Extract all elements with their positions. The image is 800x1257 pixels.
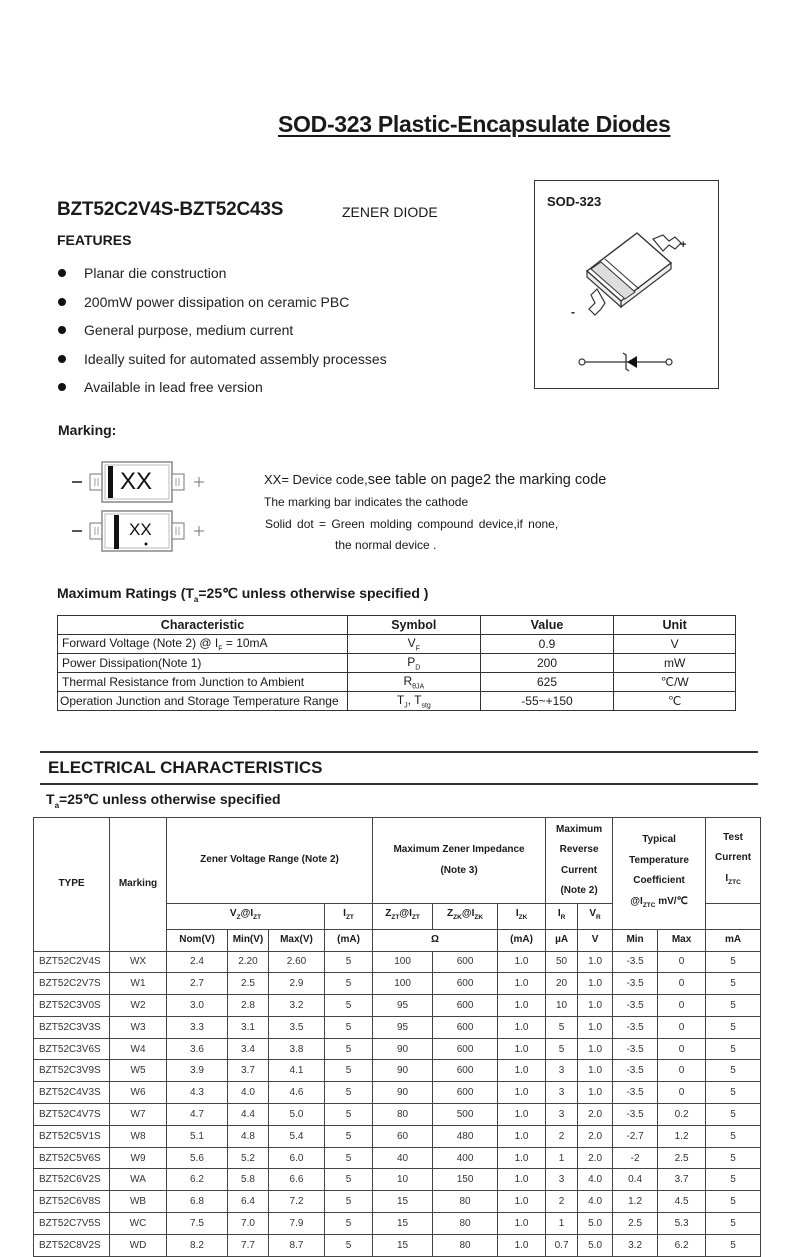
value-cell: 5 [325,1191,373,1213]
value-cell: 1.0 [578,1016,613,1038]
value-cell: 5 [706,1147,761,1169]
table-row [34,1104,761,1126]
type-cell: BZT52C8V2S [34,1234,110,1256]
marking-description-line4: the normal device . [335,538,437,552]
electrical-condition: $T_a=25℃$ unless otherwise specified [46,791,281,810]
value-cell: 0 [658,951,706,973]
value-cell: 2.0 [578,1147,613,1169]
value-cell: 2.20 [228,951,269,973]
value-cell: 2.5 [658,1147,706,1169]
value-cell: 5.0 [269,1104,325,1126]
symbol-cell: $V_F$ [347,635,480,654]
sod323-package-icon [535,181,720,390]
unit-cell: V [614,635,736,654]
column-header: Value [480,616,614,635]
characteristic-cell: Power Dissipation(Note 1) [58,654,348,673]
table-row [34,1169,761,1191]
value-cell: 6.4 [228,1191,269,1213]
value-cell: 1.0 [498,1191,546,1213]
symbol-cell: $P_D$ [347,654,480,673]
value-cell: 60 [373,1125,433,1147]
value-cell: 6.0 [269,1147,325,1169]
type-cell: BZT52C3V0S [34,995,110,1017]
bullet-icon [58,269,66,277]
value-cell: 3.6 [167,1038,228,1060]
type-cell: BZT52C2V4S [34,951,110,973]
value-cell: -3.5 [613,1104,658,1126]
table-row [34,1234,761,1256]
marking-description-line3: Solid dot = Green molding compound device,if none, [265,517,559,531]
value-cell: 5 [325,1082,373,1104]
marking-code-large: XX [120,468,153,495]
value-cell: 50 [546,951,578,973]
value-cell: 90 [373,1038,433,1060]
type-cell: BZT52C6V2S [34,1169,110,1191]
value-cell: 100 [373,951,433,973]
value-cell: 200 [480,654,614,673]
value-cell: 3.7 [228,1060,269,1082]
bullet-icon [58,355,66,363]
value-cell: 3.7 [658,1169,706,1191]
value-cell: 6.6 [269,1169,325,1191]
unit-header: µA [546,929,578,951]
value-cell: 4.7 [167,1104,228,1126]
value-cell: 5.0 [578,1213,613,1235]
value-cell: 80 [373,1104,433,1126]
table-row [58,673,736,692]
marking-cell: W1 [110,973,167,995]
value-cell: 1.0 [498,995,546,1017]
table-row [34,1147,761,1169]
value-cell: 2.4 [167,951,228,973]
value-cell: 7.7 [228,1234,269,1256]
value-cell: 0.4 [613,1169,658,1191]
marking-header: Marking [110,818,167,952]
value-cell: 10 [546,995,578,1017]
unit-header: Min [613,929,658,951]
value-cell: 600 [433,995,498,1017]
value-cell: 6.8 [167,1191,228,1213]
cathode-minus-label: - [571,305,575,319]
value-cell: 5 [706,1082,761,1104]
unit-header: Max [658,929,706,951]
type-cell: BZT52C3V3S [34,1016,110,1038]
marking-cell: W7 [110,1104,167,1126]
test-current-spacer [706,904,761,930]
unit-cell: ℃ [614,692,736,711]
value-cell: 10 [373,1169,433,1191]
table-row [34,1191,761,1213]
value-cell: 2 [546,1125,578,1147]
value-cell: 1.2 [658,1125,706,1147]
type-cell: BZT52C2V7S [34,973,110,995]
izt-header: $I_{ZT}$ [325,904,373,930]
marking-cell: WB [110,1191,167,1213]
marking-cell: W8 [110,1125,167,1147]
value-cell: 5 [706,1213,761,1235]
vr-header: $V_R$ [578,904,613,930]
value-cell: 5 [325,1147,373,1169]
value-cell: 5 [706,1234,761,1256]
feature-list [57,259,387,402]
unit-cell: ℃/W [614,673,736,692]
value-cell: 600 [433,973,498,995]
marking-cell: W3 [110,1016,167,1038]
value-cell: 4.0 [578,1169,613,1191]
value-cell: 5 [706,1169,761,1191]
type-cell: BZT52C4V3S [34,1082,110,1104]
marking-heading: Marking: [58,422,117,438]
value-cell: 5 [706,1038,761,1060]
value-cell: 1.0 [498,951,546,973]
value-cell: 625 [480,673,614,692]
marking-cell: WX [110,951,167,973]
feature-item: Ideally suited for automated assembly processes [57,345,387,374]
marking-cell: W6 [110,1082,167,1104]
value-cell: 8.2 [167,1234,228,1256]
marking-description-line1: XX= Device code,see table on page2 the marking code [264,472,607,488]
value-cell: 5 [325,951,373,973]
value-cell: 5.1 [167,1125,228,1147]
value-cell: 3 [546,1060,578,1082]
value-cell: 2.0 [578,1125,613,1147]
value-cell: 7.2 [269,1191,325,1213]
marking-cell: W4 [110,1038,167,1060]
type-cell: BZT52C5V6S [34,1147,110,1169]
value-cell: 15 [373,1234,433,1256]
impedance-header: Maximum Zener Impedance (Note 3) [373,818,546,904]
table-row [34,1082,761,1104]
value-cell: 5.4 [269,1125,325,1147]
value-cell: 5.0 [578,1234,613,1256]
value-cell: 100 [373,973,433,995]
value-cell: 600 [433,1060,498,1082]
value-cell: 1.0 [498,1038,546,1060]
value-cell: 5.8 [228,1169,269,1191]
electrical-heading: ELECTRICAL CHARACTERISTICS [48,758,323,777]
value-cell: 0 [658,1016,706,1038]
value-cell: 4.1 [269,1060,325,1082]
value-cell: 3.4 [228,1038,269,1060]
value-cell: 5 [325,1125,373,1147]
zzt-header: $Z_{ZT}@I_{ZT}$ [373,904,433,930]
zener-range-header: Zener Voltage Range (Note 2) [167,818,373,904]
symbol-cell: $R_{\theta JA}$ [347,673,480,692]
feature-item: 200mW power dissipation on ceramic PBC [57,288,387,317]
value-cell: 0 [658,995,706,1017]
ratings-heading: Maximum Ratings ($T_a=25℃$ unless otherwise specified ) [57,585,429,604]
document-title: SOD-323 Plastic-Encapsulate Diodes [278,111,671,137]
value-cell: 3 [546,1104,578,1126]
value-cell: 4.3 [167,1082,228,1104]
value-cell: 2.7 [167,973,228,995]
value-cell: 1.0 [498,1016,546,1038]
table-row [34,1038,761,1060]
characteristic-cell: Thermal Resistance from Junction to Ambient [58,673,348,692]
section-divider [40,783,758,785]
value-cell: 95 [373,1016,433,1038]
table-header-row [34,818,761,904]
value-cell: 1.0 [498,1060,546,1082]
table-row [34,951,761,973]
value-cell: 1 [546,1147,578,1169]
table-row [34,1060,761,1082]
value-cell: 5 [325,973,373,995]
bullet-icon [58,383,66,391]
value-cell: -3.5 [613,1016,658,1038]
value-cell: 7.0 [228,1213,269,1235]
value-cell: 1.2 [613,1191,658,1213]
value-cell: 4.6 [269,1082,325,1104]
value-cell: 6.2 [658,1234,706,1256]
value-cell: 150 [433,1169,498,1191]
value-cell: -3.5 [613,1060,658,1082]
symbol-cell: $T_J$, $T_{stg}$ [347,692,480,711]
value-cell: 2 [546,1191,578,1213]
value-cell: 1.0 [578,995,613,1017]
table-row [34,1016,761,1038]
value-cell: 0 [658,973,706,995]
unit-cell: mW [614,654,736,673]
value-cell: 600 [433,951,498,973]
value-cell: 3.5 [269,1016,325,1038]
type-cell: BZT52C5V1S [34,1125,110,1147]
value-cell: 7.5 [167,1213,228,1235]
maximum-ratings-table [57,615,736,711]
type-cell: BZT52C3V6S [34,1038,110,1060]
value-cell: 5.3 [658,1213,706,1235]
value-cell: 5 [325,1104,373,1126]
characteristic-cell: Forward Voltage (Note 2) @ $I_F = 10mA$ [58,635,348,654]
value-cell: 600 [433,1038,498,1060]
section-divider [40,751,758,753]
value-cell: -3.5 [613,951,658,973]
value-cell: 95 [373,995,433,1017]
value-cell: 15 [373,1191,433,1213]
value-cell: 1.0 [498,1147,546,1169]
value-cell: 0 [658,1060,706,1082]
value-cell: 1.0 [498,1104,546,1126]
value-cell: 5 [546,1038,578,1060]
type-cell: BZT52C3V9S [34,1060,110,1082]
marking-code-small: XX [129,520,152,539]
unit-header: Min(V) [228,929,269,951]
value-cell: 3 [546,1169,578,1191]
value-cell: 1.0 [578,973,613,995]
table-row [34,1125,761,1147]
value-cell: 90 [373,1082,433,1104]
features-heading: FEATURES [57,232,132,248]
value-cell: 3.8 [269,1038,325,1060]
unit-header: Ω [373,929,498,951]
value-cell: 500 [433,1104,498,1126]
table-row [34,973,761,995]
value-cell: -3.5 [613,1038,658,1060]
value-cell: 3.3 [167,1016,228,1038]
value-cell: -3.5 [613,1082,658,1104]
characteristic-cell: Operation Junction and Storage Temperature Range [58,692,348,711]
value-cell: 5 [706,951,761,973]
value-cell: 2.8 [228,995,269,1017]
value-cell: 5 [546,1016,578,1038]
value-cell: 600 [433,1016,498,1038]
value-cell: 5 [325,1213,373,1235]
reverse-current-header: Maximum Reverse Current (Note 2) [546,818,613,904]
zzk-header: $Z_{ZK}@I_{ZK}$ [433,904,498,930]
value-cell: -3.5 [613,995,658,1017]
value-cell: 0 [658,1038,706,1060]
value-cell: 5 [325,995,373,1017]
value-cell: 5 [706,1125,761,1147]
value-cell: 2.0 [578,1104,613,1126]
unit-header: (mA) [325,929,373,951]
value-cell: 40 [373,1147,433,1169]
value-cell: 5 [706,995,761,1017]
feature-item: General purpose, medium current [57,316,387,345]
feature-item: Planar die construction [57,259,387,288]
value-cell: 1.0 [578,1038,613,1060]
value-cell: 1.0 [498,1169,546,1191]
value-cell: 1.0 [498,1125,546,1147]
value-cell: 4.4 [228,1104,269,1126]
value-cell: 2.5 [228,973,269,995]
value-cell: 1.0 [498,973,546,995]
marking-cell: WC [110,1213,167,1235]
unit-header: V [578,929,613,951]
electrical-characteristics-table [33,817,761,1257]
value-cell: 600 [433,1082,498,1104]
value-cell: 480 [433,1125,498,1147]
value-cell: 80 [433,1191,498,1213]
value-cell: 4.0 [228,1082,269,1104]
value-cell: 1.0 [578,1082,613,1104]
value-cell: 3.2 [613,1234,658,1256]
test-current-header: Test Current $I_{ZTC}$ [706,818,761,904]
value-cell: 5 [706,973,761,995]
table-header-row [58,616,736,635]
value-cell: 5.6 [167,1147,228,1169]
value-cell: 3.1 [228,1016,269,1038]
marking-cell: W9 [110,1147,167,1169]
value-cell: 5 [706,1104,761,1126]
type-cell: BZT52C4V7S [34,1104,110,1126]
table-row [34,1213,761,1235]
value-cell: 2.5 [613,1213,658,1235]
anode-plus-label: + [680,239,687,251]
value-cell: 1.0 [498,1213,546,1235]
ir-header: $I_R$ [546,904,578,930]
value-cell: 1 [546,1213,578,1235]
value-cell: 80 [433,1213,498,1235]
value-cell: 5 [325,1038,373,1060]
value-cell: -2 [613,1147,658,1169]
value-cell: 0.7 [546,1234,578,1256]
value-cell: 5 [325,1060,373,1082]
value-cell: 1.0 [578,1060,613,1082]
value-cell: 0 [658,1082,706,1104]
tempco-header: Typical Temperature Coefficient $@I_{ZTC}$ mV/℃ [613,818,706,930]
table-row [58,692,736,711]
value-cell: 2.9 [269,973,325,995]
value-cell: 15 [373,1213,433,1235]
izk-header: $I_{ZK}$ [498,904,546,930]
value-cell: 3.2 [269,995,325,1017]
value-cell: 5 [706,1016,761,1038]
marking-cell: W5 [110,1060,167,1082]
marking-description-line2: The marking bar indicates the cathode [264,495,469,509]
type-header: TYPE [34,818,110,952]
bullet-icon [58,298,66,306]
unit-header: mA [706,929,761,951]
value-cell: -55~+150 [480,692,614,711]
part-number-range: BZT52C2V4S-BZT52C43S [57,199,284,220]
vz-header: $V_Z@I_{ZT}$ [167,904,325,930]
value-cell: 0.2 [658,1104,706,1126]
value-cell: 4.0 [578,1191,613,1213]
value-cell: 80 [433,1234,498,1256]
value-cell: 400 [433,1147,498,1169]
value-cell: 3.0 [167,995,228,1017]
marking-cell: W2 [110,995,167,1017]
table-row [34,995,761,1017]
value-cell: 6.2 [167,1169,228,1191]
value-cell: 1.0 [498,1234,546,1256]
value-cell: 5 [325,1169,373,1191]
value-cell: 7.9 [269,1213,325,1235]
package-figure [534,180,719,389]
part-type: ZENER DIODE [342,204,438,220]
value-cell: 90 [373,1060,433,1082]
value-cell: 5.2 [228,1147,269,1169]
value-cell: 3.9 [167,1060,228,1082]
value-cell: 2.60 [269,951,325,973]
value-cell: 5 [325,1016,373,1038]
value-cell: -3.5 [613,973,658,995]
marking-cell: WD [110,1234,167,1256]
value-cell: 0.9 [480,635,614,654]
value-cell: 3 [546,1082,578,1104]
marking-cell: WA [110,1169,167,1191]
unit-header: Nom(V) [167,929,228,951]
value-cell: -2.7 [613,1125,658,1147]
table-row [58,635,736,654]
column-header: Symbol [347,616,480,635]
bullet-icon [58,326,66,334]
value-cell: 20 [546,973,578,995]
value-cell: 1.0 [578,951,613,973]
column-header: Characteristic [58,616,348,635]
value-cell: 5 [706,1191,761,1213]
electrical-table-body [34,951,761,1256]
unit-header: Max(V) [269,929,325,951]
value-cell: 5 [325,1234,373,1256]
value-cell: 8.7 [269,1234,325,1256]
feature-item: Available in lead free version [57,373,387,402]
value-cell: 1.0 [498,1082,546,1104]
value-cell: 4.5 [658,1191,706,1213]
column-header: Unit [614,616,736,635]
value-cell: 4.8 [228,1125,269,1147]
unit-header: (mA) [498,929,546,951]
table-row [58,654,736,673]
type-cell: BZT52C7V5S [34,1213,110,1235]
value-cell: 5 [706,1060,761,1082]
package-label: SOD-323 [547,194,602,209]
type-cell: BZT52C6V8S [34,1191,110,1213]
